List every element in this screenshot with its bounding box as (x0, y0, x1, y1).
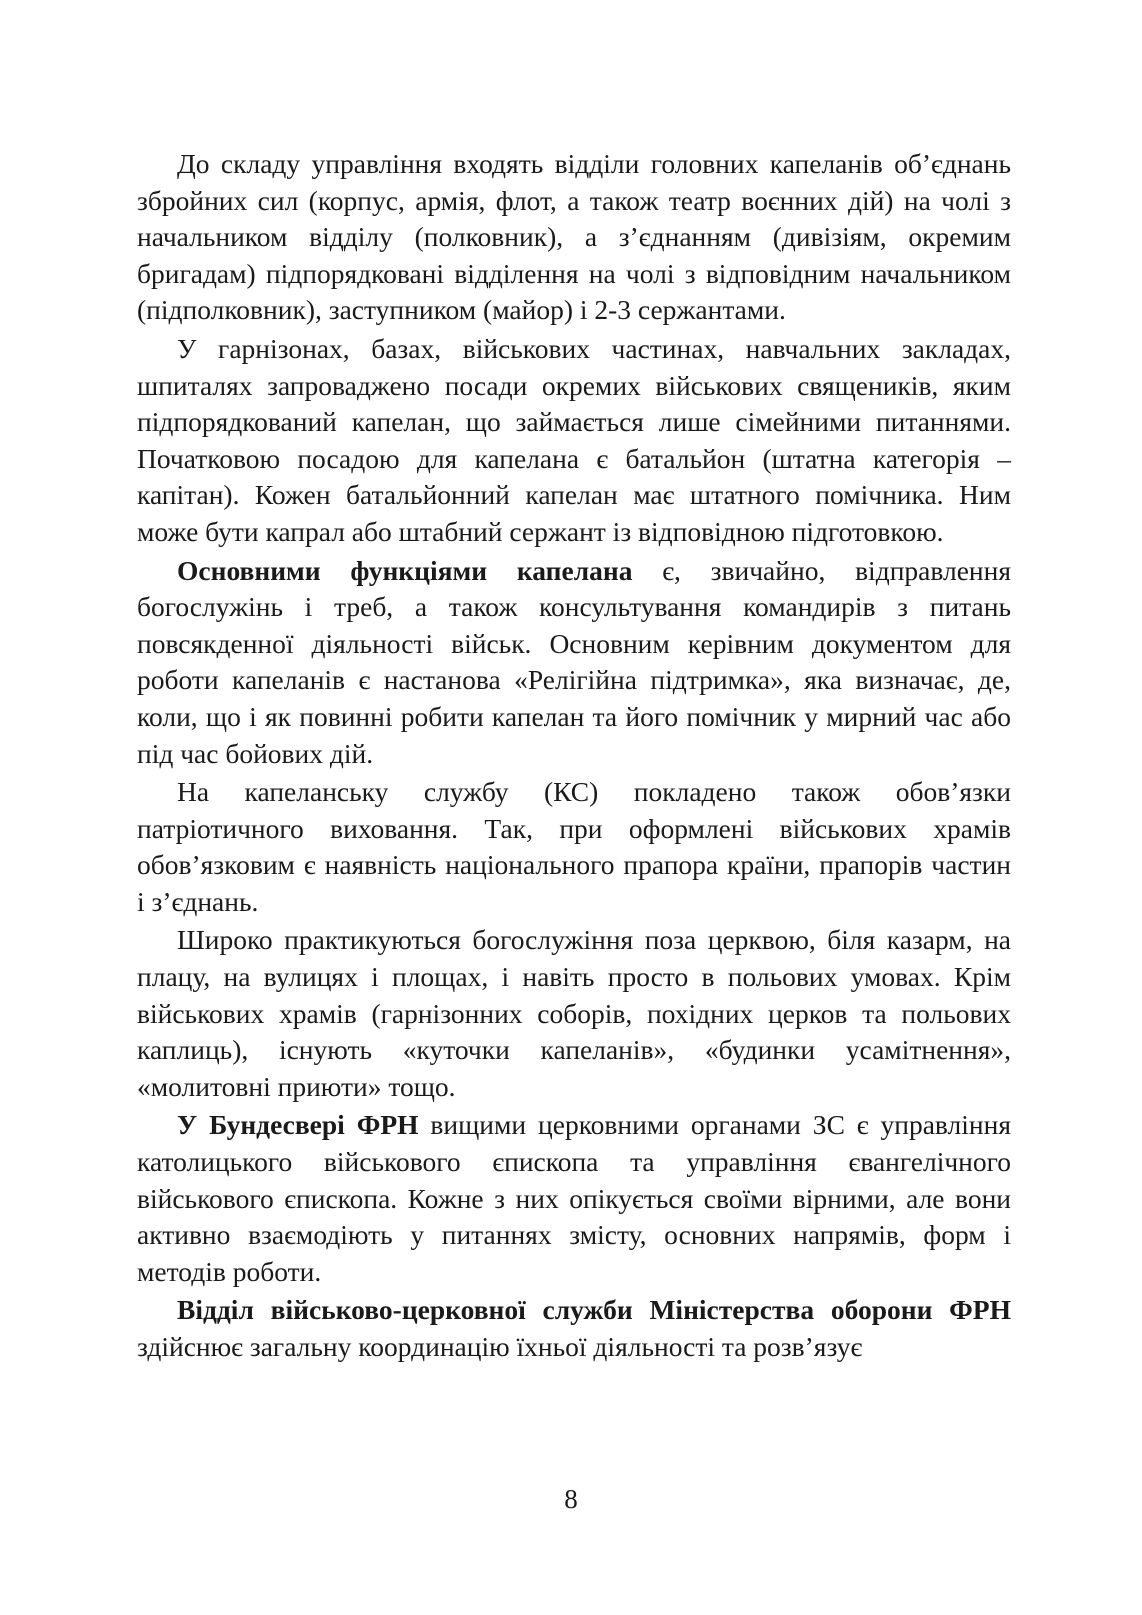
paragraph-3 (137, 553, 1011, 773)
paragraph-7 (137, 1292, 1011, 1365)
paragraph-7-text: здійснює загальну координацію їхньої діяльності та розв’язує (137, 1331, 863, 1362)
paragraph-4 (137, 774, 1011, 920)
paragraph-6 (137, 1107, 1011, 1290)
paragraph-2 (137, 331, 1011, 551)
paragraph-2-text: У гарнізонах, базах, військових частинах, навчальних закладах, шпиталях запроваджено посади окремих військових священиків, яким підпорядкований капелан, що займається лише сімейними питаннями. Початковою посадою для капелана є батальйон (штатна категорія – капітан). Кожен батальйонний капелан має штатного помічника. Ним може бути капрал або штабний сержант із відповідною підготовкою. (137, 332, 1011, 547)
paragraph-5 (137, 922, 1011, 1105)
paragraph-7-bold: Відділ військово-церковної служби Міністерства оборони ФРН (177, 1294, 1011, 1326)
paragraph-6-bold: У Бундесвері ФРН (177, 1109, 419, 1141)
paragraph-1-text: До складу управління входять відділи головних капеланів об’єднань збройних сил (корпус, армія, флот, а також театр воєнних дій) на чолі з начальником відділу (полковник), а з’єднанням (дивізіям, окремим бригадам) підпорядковані відділення на чолі з відповідним начальником (підполковник), заступником (майор) і 2-3 сержантами. (137, 148, 1011, 326)
page-number: 8 (564, 1484, 578, 1514)
paragraph-5-text: Широко практикуються богослужіння поза церквою, біля казарм, на плацу, на вулицях і площах, і навіть просто в польових умовах. Крім військових храмів (гарнізонних соборів, похідних церков та польових каплиць), існують «куточки капеланів», «будинки усамітнення», «молитовні приюти» тощо. (137, 924, 1011, 1102)
paragraph-1 (137, 146, 1011, 329)
paragraph-3-text: є, звичайно, відправлення богослужінь і треб, а також консультування командирів з питань повсякденної діяльності військ. Основним керівним документом для роботи капеланів є настанова «Релігійна підтримка», яка визначає, де, коли, що і як повинні робити капелан та його помічник у мирний час або під час бойових дій. (137, 554, 1011, 769)
paragraph-3-bold: Основними функціями капелана (177, 554, 633, 586)
paragraph-6-text: вищими церковними органами ЗС є управління католицького військового єпископа та управління євангелічного військового єпископа. Кожне з них опікується своїми вірними, але вони активно взаємодіють у питаннях змісту, основних напрямів, форм і методів роботи. (137, 1109, 1011, 1287)
body-text (137, 146, 1011, 1368)
paragraph-4-text: На капеланську службу (КС) покладено також обов’язки патріотичного виховання. Так, при оформлені військових храмів обов’язковим є наявність національного прапора країни, прапорів частин і з’єднань. (137, 776, 1011, 917)
